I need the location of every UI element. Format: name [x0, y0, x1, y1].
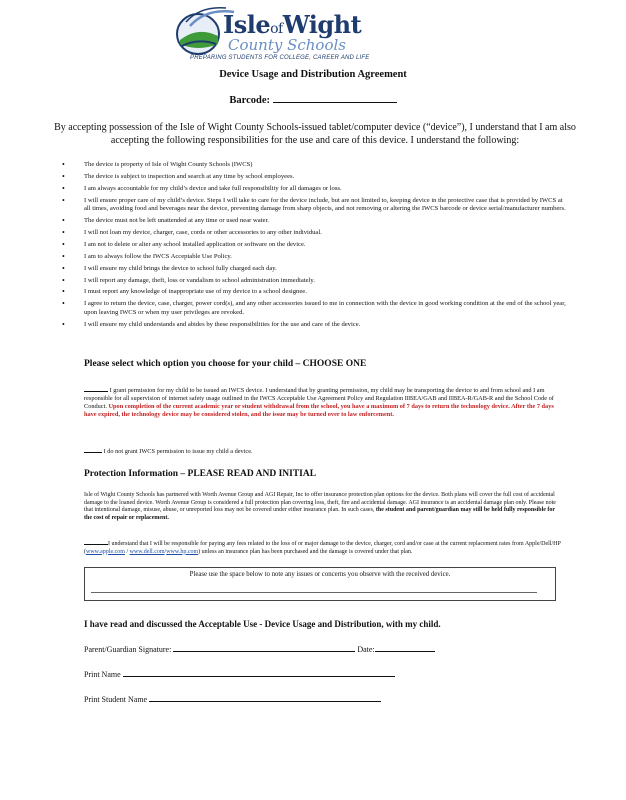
print-student-name-row — [84, 694, 381, 704]
list-item: • The device is property of Isle of Wight County Schools (IWCS) — [62, 161, 570, 170]
return-warning-text: Upon completion of the current academic year or student withdrawal from the school, you have a maximum of 7 days to return the technology device. After the 7 days have expired, the technology device may be considered stolen, and the issue may be turned over to law enforcement. — [84, 403, 554, 418]
print-name-label: Print Name — [84, 670, 121, 679]
intro-paragraph: By accepting possession of the Isle of Wight County Schools-issued tablet/computer device (“device”), I understand that I am also accepting the following responsibilities for the use and care of this device. I understand the following: — [54, 122, 576, 146]
acknowledgement-heading: I have read and discussed the Acceptable Use - Device Usage and Distribution, with my child. — [84, 619, 441, 629]
barcode-field[interactable] — [0, 95, 626, 106]
deny-permission-text: I do not grant IWCS permission to issue my child a device. — [103, 448, 253, 455]
responsibility-initial-option: I understand that I will be responsible for paying any fees related to the loss of or major damage to the device, charger, cord and/or case at the current replacement rates from Apple/Dell/HP (www.apple.com / www.dell.com/www.hp.com) unless an insurance plan has been purchased and the damage is covered under that plan. — [84, 538, 564, 556]
responsibility-initial-blank[interactable] — [84, 538, 108, 545]
district-logo — [176, 6, 416, 64]
list-item: • I will ensure my child understands and abides by these responsibilities for the use and care of the device. — [62, 321, 570, 330]
list-item: • I will ensure my child brings the device to school fully charged each day. — [62, 265, 570, 274]
list-item: • The device is subject to inspection and search at any time by school employees. — [62, 173, 570, 182]
link-separator: / — [124, 548, 130, 555]
logo-subtitle: County Schools — [228, 36, 346, 54]
responsibility-text-part2: ) unless an insurance plan has been purchased and the damage is covered under that plan. — [198, 548, 413, 555]
choose-option-heading: Please select which option you choose for your child – CHOOSE ONE — [84, 359, 367, 369]
parent-signature-row — [84, 644, 435, 654]
apple-link[interactable]: www.apple.com — [86, 548, 125, 555]
barcode-label: Barcode: — [229, 95, 270, 106]
parent-signature-label: Parent/Guardian Signature: — [84, 645, 172, 654]
logo-title: IsleofWight — [223, 10, 362, 39]
list-item: • I will not loan my device, charger, case, cords or other accessories to any other individual. — [62, 229, 570, 238]
logo-tagline: PREPARING STUDENTS FOR COLLEGE, CAREER AND LIFE — [190, 55, 370, 61]
list-item: • I must report any knowledge of inappropriate use of my device to a school designee. — [62, 288, 570, 297]
document-title: Device Usage and Distribution Agreement — [219, 69, 407, 80]
hp-link[interactable]: www.hp.com — [166, 548, 199, 555]
protection-paragraph — [84, 492, 564, 522]
issues-write-line[interactable] — [91, 592, 537, 593]
issues-box-label: Please use the space below to note any issues or concerns you observe with the received device. — [189, 571, 451, 578]
issues-notes-box[interactable] — [84, 567, 556, 601]
date-field[interactable] — [375, 644, 435, 652]
grant-initial-blank[interactable] — [84, 385, 108, 392]
list-item: • I am to always follow the IWCS Acceptable Use Policy. — [62, 253, 570, 262]
protection-text: Isle of Wight County Schools has partnered with Worth Avenue Group and AGI Repair, Inc to offer insurance protection plan options for the device. Both plans will cover the full cost of accidental damage to the loaned device. Worth Avenue Group is considered a full protection plan covering loss, theft, fire and accidental damage. AGI insurance is an accidental damage plan only. Please note that intentional damage, misuse, abuse, or unreported loss may not be covered under either insurance plan. In such cases, — [84, 492, 556, 514]
parent-signature-field[interactable] — [173, 644, 355, 652]
protection-bold-text: the student and parent/guardian may still be held fully responsible for the cost of repair or replacement. — [84, 507, 555, 521]
list-item: • I agree to return the device, case, charger, power cord(s), and any other accessories issued to me in connection with the device in good working condition at the end of the school year, upon leaving IWCS or when my user privileges are revoked. — [62, 300, 570, 317]
responsibilities-list — [62, 161, 570, 333]
list-item: • I am always accountable for my child’s device and take full responsibility for all damages or loss. — [62, 185, 570, 194]
print-name-row — [84, 669, 395, 679]
list-item: • I will ensure proper care of my child’s device. Steps I will take to care for the device include, but are not limited to, keeping device in the protective case that is provided by IWCS at all times, avoiding food and beverages near the device, preventing damage from sharp objects, and not removing or altering the IWCS barcode or device serial/manufacturer numbers. — [62, 197, 570, 214]
list-item: • The device must not be left unattended at any time or used near water. — [62, 217, 570, 226]
list-item: • I am not to delete or alter any school installed application or software on the device. — [62, 241, 570, 250]
protection-heading: Protection Information – PLEASE READ AND INITIAL — [84, 469, 317, 479]
list-item: • I will report any damage, theft, loss or vandalism to school administration immediately. — [62, 277, 570, 286]
grant-permission-text: I grant permission for my child to be issued an IWCS device. I understand that by granting permission, my child may be transporting the device to and from school and I am responsible for all supervision of internet safety usage outlined in the IWCS Acceptable Use Agreement Policy and Regulation IIBEA/GAB and IIBEA-R/GAB-R and the School Code of Conduct. — [84, 387, 554, 410]
dell-link[interactable]: www.dell.com — [129, 548, 165, 555]
responsibility-text-part1: I understand that I will be responsible for paying any fees related to the loss of or major damage to the device, charger, cord and/or case at the current replacement rates from Apple/Dell/HP ( — [84, 541, 561, 555]
deny-initial-blank[interactable] — [84, 446, 102, 453]
print-student-label: Print Student Name — [84, 695, 148, 704]
barcode-blank[interactable] — [273, 96, 397, 103]
deny-permission-option — [84, 446, 564, 456]
grant-permission-option — [84, 385, 564, 419]
print-name-field[interactable] — [123, 669, 395, 677]
print-student-field[interactable] — [149, 694, 381, 702]
date-label: Date: — [357, 645, 375, 654]
